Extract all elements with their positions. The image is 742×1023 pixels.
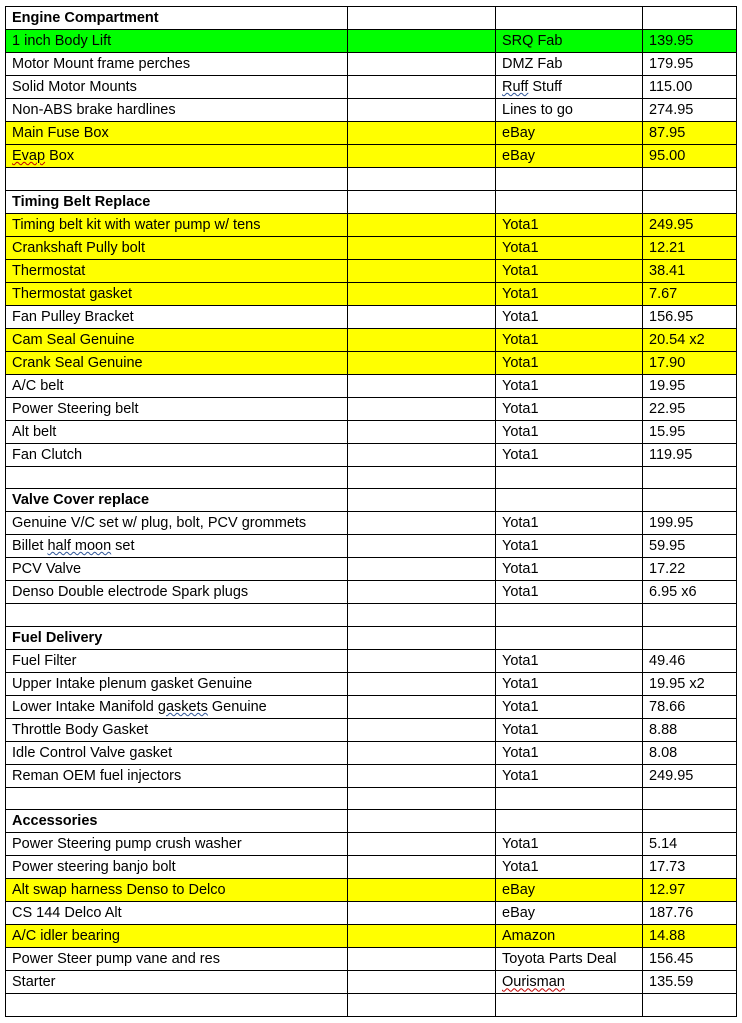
price-cell: 22.95	[643, 397, 737, 420]
item-cell: Denso Double electrode Spark plugs	[6, 581, 348, 604]
item-cell: Non-ABS brake hardlines	[6, 99, 348, 122]
vendor-cell: DMZ Fab	[496, 53, 643, 76]
table-row	[6, 879, 737, 902]
vendor-cell: Yota1	[496, 443, 643, 466]
spellcheck-underline: half moon	[47, 538, 112, 555]
price-cell: 156.95	[643, 305, 737, 328]
vendor-cell: Ruff Stuff	[496, 76, 643, 99]
item-cell	[6, 168, 348, 191]
table-row	[6, 420, 737, 443]
spacer-cell	[348, 236, 496, 259]
price-cell: 7.67	[643, 282, 737, 305]
spacer-cell	[348, 535, 496, 558]
vendor-cell: Yota1	[496, 282, 643, 305]
item-cell: Upper Intake plenum gasket Genuine	[6, 672, 348, 695]
price-cell: 12.21	[643, 236, 737, 259]
spacer-row	[6, 168, 737, 191]
spacer-cell	[348, 282, 496, 305]
item-cell: Timing belt kit with water pump w/ tens	[6, 213, 348, 236]
vendor-cell: Yota1	[496, 695, 643, 718]
spacer-cell	[348, 374, 496, 397]
price-cell	[643, 994, 737, 1017]
item-cell: Thermostat gasket	[6, 282, 348, 305]
vendor-cell: Yota1	[496, 672, 643, 695]
item-cell: Power Steering belt	[6, 397, 348, 420]
table-row	[6, 512, 737, 535]
vendor-cell: eBay	[496, 122, 643, 145]
price-cell: 115.00	[643, 76, 737, 99]
spacer-cell	[348, 718, 496, 741]
item-cell: Valve Cover replace	[6, 489, 348, 512]
spacer-cell	[348, 213, 496, 236]
item-cell	[6, 994, 348, 1017]
item-cell: Main Fuse Box	[6, 122, 348, 145]
table-row	[6, 948, 737, 971]
vendor-cell	[496, 994, 643, 1017]
table-row	[6, 971, 737, 994]
spacer-cell	[348, 971, 496, 994]
vendor-cell: Yota1	[496, 741, 643, 764]
item-cell: A/C idler bearing	[6, 925, 348, 948]
table-row	[6, 741, 737, 764]
item-cell: Idle Control Valve gasket	[6, 741, 348, 764]
vendor-cell: Yota1	[496, 236, 643, 259]
section-heading-row	[6, 7, 737, 30]
vendor-cell: Yota1	[496, 305, 643, 328]
price-cell: 95.00	[643, 145, 737, 168]
price-cell: 274.95	[643, 99, 737, 122]
vendor-cell: Yota1	[496, 581, 643, 604]
table-row	[6, 902, 737, 925]
item-cell: Fan Clutch	[6, 443, 348, 466]
item-cell	[6, 604, 348, 627]
price-cell: 119.95	[643, 443, 737, 466]
spacer-cell	[348, 443, 496, 466]
price-cell: 5.14	[643, 833, 737, 856]
price-cell: 156.45	[643, 948, 737, 971]
vendor-cell: Yota1	[496, 558, 643, 581]
price-cell	[643, 489, 737, 512]
spacer-row	[6, 466, 737, 489]
spellcheck-underline: Evap	[12, 148, 46, 164]
item-cell: Reman OEM fuel injectors	[6, 764, 348, 787]
spacer-cell	[348, 53, 496, 76]
table-row	[6, 282, 737, 305]
spacer-cell	[348, 741, 496, 764]
price-cell: 139.95	[643, 30, 737, 53]
vendor-cell: Yota1	[496, 351, 643, 374]
price-cell: 78.66	[643, 695, 737, 718]
price-cell: 179.95	[643, 53, 737, 76]
vendor-cell: SRQ Fab	[496, 30, 643, 53]
vendor-cell: Yota1	[496, 649, 643, 672]
item-cell: Fuel Delivery	[6, 626, 348, 649]
vendor-cell: Yota1	[496, 764, 643, 787]
price-cell	[643, 810, 737, 833]
table-row	[6, 259, 737, 282]
price-cell	[643, 466, 737, 489]
spacer-cell	[348, 764, 496, 787]
table-row	[6, 397, 737, 420]
spacer-cell	[348, 672, 496, 695]
item-cell: Starter	[6, 971, 348, 994]
spellcheck-underline: Ruff	[502, 79, 529, 95]
vendor-cell: eBay	[496, 879, 643, 902]
item-cell: Fan Pulley Bracket	[6, 305, 348, 328]
price-cell: 87.95	[643, 122, 737, 145]
item-cell	[6, 787, 348, 810]
table-row	[6, 856, 737, 879]
item-cell: Alt swap harness Denso to Delco	[6, 879, 348, 902]
item-cell: Engine Compartment	[6, 7, 348, 30]
table-row	[6, 581, 737, 604]
price-cell	[643, 168, 737, 191]
price-cell	[643, 604, 737, 627]
item-cell: Timing Belt Replace	[6, 190, 348, 213]
price-cell: 49.46	[643, 649, 737, 672]
vendor-cell: Yota1	[496, 856, 643, 879]
vendor-cell: Toyota Parts Deal	[496, 948, 643, 971]
spacer-cell	[348, 30, 496, 53]
table-row	[6, 30, 737, 53]
table-row	[6, 53, 737, 76]
vendor-cell	[496, 466, 643, 489]
section-heading-row	[6, 489, 737, 512]
spacer-cell	[348, 397, 496, 420]
price-cell: 17.90	[643, 351, 737, 374]
vendor-cell	[496, 787, 643, 810]
spacer-cell	[348, 7, 496, 30]
table-row	[6, 122, 737, 145]
vendor-cell: eBay	[496, 902, 643, 925]
price-cell: 20.54 x2	[643, 328, 737, 351]
spacer-cell	[348, 489, 496, 512]
spellcheck-underline: gaskets	[157, 698, 208, 715]
spacer-cell	[348, 351, 496, 374]
table-row	[6, 236, 737, 259]
item-cell: A/C belt	[6, 374, 348, 397]
spacer-cell	[348, 512, 496, 535]
price-cell: 19.95	[643, 374, 737, 397]
table-row	[6, 718, 737, 741]
spacer-cell	[348, 466, 496, 489]
spacer-cell	[348, 856, 496, 879]
table-row	[6, 649, 737, 672]
spacer-cell	[348, 558, 496, 581]
price-cell: 8.88	[643, 718, 737, 741]
item-cell: Evap Box	[6, 145, 348, 168]
spacer-row	[6, 604, 737, 627]
spacer-cell	[348, 810, 496, 833]
spellcheck-underline: Ourisman	[502, 974, 565, 991]
spacer-cell	[348, 145, 496, 168]
vendor-cell: Yota1	[496, 374, 643, 397]
vendor-cell: Yota1	[496, 328, 643, 351]
table-row	[6, 833, 737, 856]
spacer-row	[6, 994, 737, 1017]
spacer-cell	[348, 649, 496, 672]
spacer-cell	[348, 626, 496, 649]
spacer-cell	[348, 948, 496, 971]
item-cell: Billet half moon set	[6, 535, 348, 558]
spacer-cell	[348, 190, 496, 213]
vendor-cell: Yota1	[496, 718, 643, 741]
section-heading-row	[6, 626, 737, 649]
spacer-cell	[348, 168, 496, 191]
parts-table-body	[6, 7, 737, 1017]
item-cell: Motor Mount frame perches	[6, 53, 348, 76]
price-cell: 19.95 x2	[643, 672, 737, 695]
item-cell: Accessories	[6, 810, 348, 833]
table-row	[6, 535, 737, 558]
spacer-cell	[348, 99, 496, 122]
section-heading-row	[6, 810, 737, 833]
spacer-cell	[348, 925, 496, 948]
vendor-cell	[496, 7, 643, 30]
spacer-cell	[348, 879, 496, 902]
item-cell: Power Steer pump vane and res	[6, 948, 348, 971]
table-row	[6, 558, 737, 581]
table-row	[6, 443, 737, 466]
price-cell: 249.95	[643, 213, 737, 236]
item-cell: CS 144 Delco Alt	[6, 902, 348, 925]
table-row	[6, 695, 737, 718]
vendor-cell: Yota1	[496, 833, 643, 856]
spacer-cell	[348, 76, 496, 99]
price-cell	[643, 626, 737, 649]
item-cell: Fuel Filter	[6, 649, 348, 672]
table-row	[6, 328, 737, 351]
vendor-cell	[496, 168, 643, 191]
vendor-cell: Yota1	[496, 535, 643, 558]
parts-table	[5, 6, 737, 1017]
price-cell	[643, 190, 737, 213]
spacer-cell	[348, 259, 496, 282]
vendor-cell: eBay	[496, 145, 643, 168]
price-cell: 15.95	[643, 420, 737, 443]
spacer-cell	[348, 833, 496, 856]
table-row	[6, 925, 737, 948]
item-cell	[6, 466, 348, 489]
item-cell: Genuine V/C set w/ plug, bolt, PCV grommets	[6, 512, 348, 535]
table-row	[6, 213, 737, 236]
spacer-cell	[348, 994, 496, 1017]
vendor-cell	[496, 604, 643, 627]
vendor-cell: Amazon	[496, 925, 643, 948]
item-cell: 1 inch Body Lift	[6, 30, 348, 53]
vendor-cell: Yota1	[496, 397, 643, 420]
spacer-cell	[348, 305, 496, 328]
spacer-cell	[348, 122, 496, 145]
vendor-cell: Yota1	[496, 512, 643, 535]
price-cell: 17.22	[643, 558, 737, 581]
table-row	[6, 76, 737, 99]
price-cell	[643, 7, 737, 30]
item-cell: Alt belt	[6, 420, 348, 443]
vendor-cell: Yota1	[496, 259, 643, 282]
price-cell: 199.95	[643, 512, 737, 535]
spacer-cell	[348, 420, 496, 443]
price-cell: 17.73	[643, 856, 737, 879]
table-row	[6, 351, 737, 374]
price-cell	[643, 787, 737, 810]
item-cell: Cam Seal Genuine	[6, 328, 348, 351]
item-cell: Thermostat	[6, 259, 348, 282]
item-cell: Crankshaft Pully bolt	[6, 236, 348, 259]
price-cell: 59.95	[643, 535, 737, 558]
vendor-cell	[496, 626, 643, 649]
price-cell: 6.95 x6	[643, 581, 737, 604]
vendor-cell: Yota1	[496, 420, 643, 443]
spacer-cell	[348, 695, 496, 718]
vendor-cell	[496, 489, 643, 512]
table-row	[6, 145, 737, 168]
vendor-cell	[496, 190, 643, 213]
spacer-row	[6, 787, 737, 810]
item-cell: PCV Valve	[6, 558, 348, 581]
vendor-cell	[496, 810, 643, 833]
item-cell: Lower Intake Manifold gaskets Genuine	[6, 695, 348, 718]
table-row	[6, 672, 737, 695]
item-cell: Solid Motor Mounts	[6, 76, 348, 99]
section-heading-row	[6, 190, 737, 213]
vendor-cell: Lines to go	[496, 99, 643, 122]
price-cell: 249.95	[643, 764, 737, 787]
spacer-cell	[348, 604, 496, 627]
item-cell: Throttle Body Gasket	[6, 718, 348, 741]
table-row	[6, 305, 737, 328]
item-cell: Power Steering pump crush washer	[6, 833, 348, 856]
price-cell: 38.41	[643, 259, 737, 282]
table-row	[6, 764, 737, 787]
vendor-cell	[496, 971, 643, 994]
vendor-cell: Yota1	[496, 213, 643, 236]
item-cell: Crank Seal Genuine	[6, 351, 348, 374]
spacer-cell	[348, 902, 496, 925]
price-cell: 135.59	[643, 971, 737, 994]
price-cell: 187.76	[643, 902, 737, 925]
price-cell: 12.97	[643, 879, 737, 902]
table-row	[6, 99, 737, 122]
spacer-cell	[348, 328, 496, 351]
price-cell: 14.88	[643, 925, 737, 948]
spacer-cell	[348, 787, 496, 810]
table-row	[6, 374, 737, 397]
price-cell: 8.08	[643, 741, 737, 764]
item-cell: Power steering banjo bolt	[6, 856, 348, 879]
spacer-cell	[348, 581, 496, 604]
